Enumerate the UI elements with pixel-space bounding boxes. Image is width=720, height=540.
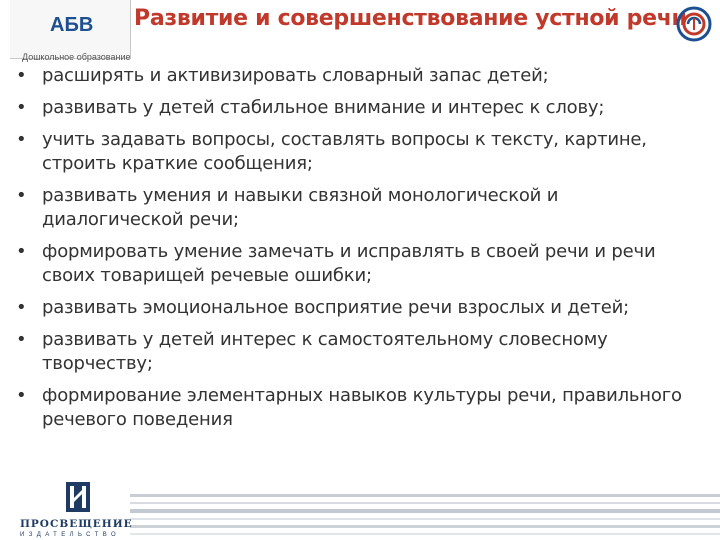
bullet-marker: • (16, 65, 27, 86)
bullet-item (14, 184, 704, 232)
bullet-text: учить задавать вопросы, составлять вопросы к тексту, картине, строить краткие сообщения; (42, 129, 647, 174)
slide-title: Развитие и совершенствование устной речи (134, 6, 687, 31)
bullet-marker: • (16, 329, 27, 350)
bullet-text: развивать эмоциональное восприятие речи взрослых и детей; (42, 297, 629, 318)
bullet-item (14, 64, 704, 88)
bullet-item (14, 128, 704, 176)
bullet-item (14, 96, 704, 120)
bullet-marker: • (16, 297, 27, 318)
bullet-marker: • (16, 241, 27, 262)
bullet-list (14, 64, 704, 440)
bullet-text: развивать умения и навыки связной монологической и диалогической речи; (42, 185, 559, 230)
slide-footer (0, 480, 720, 540)
prosveshchenie-logo (6, 480, 166, 540)
bullet-marker: • (16, 97, 27, 118)
bullet-text: развивать у детей стабильное внимание и интерес к слову; (42, 97, 605, 118)
slide-header (0, 0, 720, 66)
bullet-text: развивать у детей интерес к самостоятельному словесному творчеству; (42, 329, 608, 374)
bullet-marker: • (16, 129, 27, 150)
bullet-item (14, 384, 704, 432)
abv-logo-caption: Дошкольное образование (22, 52, 131, 62)
bullet-item (14, 240, 704, 288)
bullet-text: формировать умение замечать и исправлять в своей речи и речи своих товарищей речевые ошибки; (42, 241, 656, 286)
publisher-emblem-icon (674, 4, 714, 44)
abv-logo-box (10, 0, 131, 62)
bullet-text: расширять и активизировать словарный запас детей; (42, 65, 549, 86)
bullet-item (14, 296, 704, 320)
abv-logo: АБВ (50, 14, 94, 36)
prosveshchenie-emblem-icon (58, 480, 98, 516)
publisher-name: ПРОСВЕЩЕНИЕ (20, 518, 133, 530)
publisher-subtitle: ИЗДАТЕЛЬСТВО (20, 532, 121, 538)
bullet-text: формирование элементарных навыков культуры речи, правильного речевого поведения (42, 385, 682, 430)
footer-stripes (130, 490, 720, 540)
bullet-marker: • (16, 385, 27, 406)
bullet-item (14, 328, 704, 376)
bullet-marker: • (16, 185, 27, 206)
